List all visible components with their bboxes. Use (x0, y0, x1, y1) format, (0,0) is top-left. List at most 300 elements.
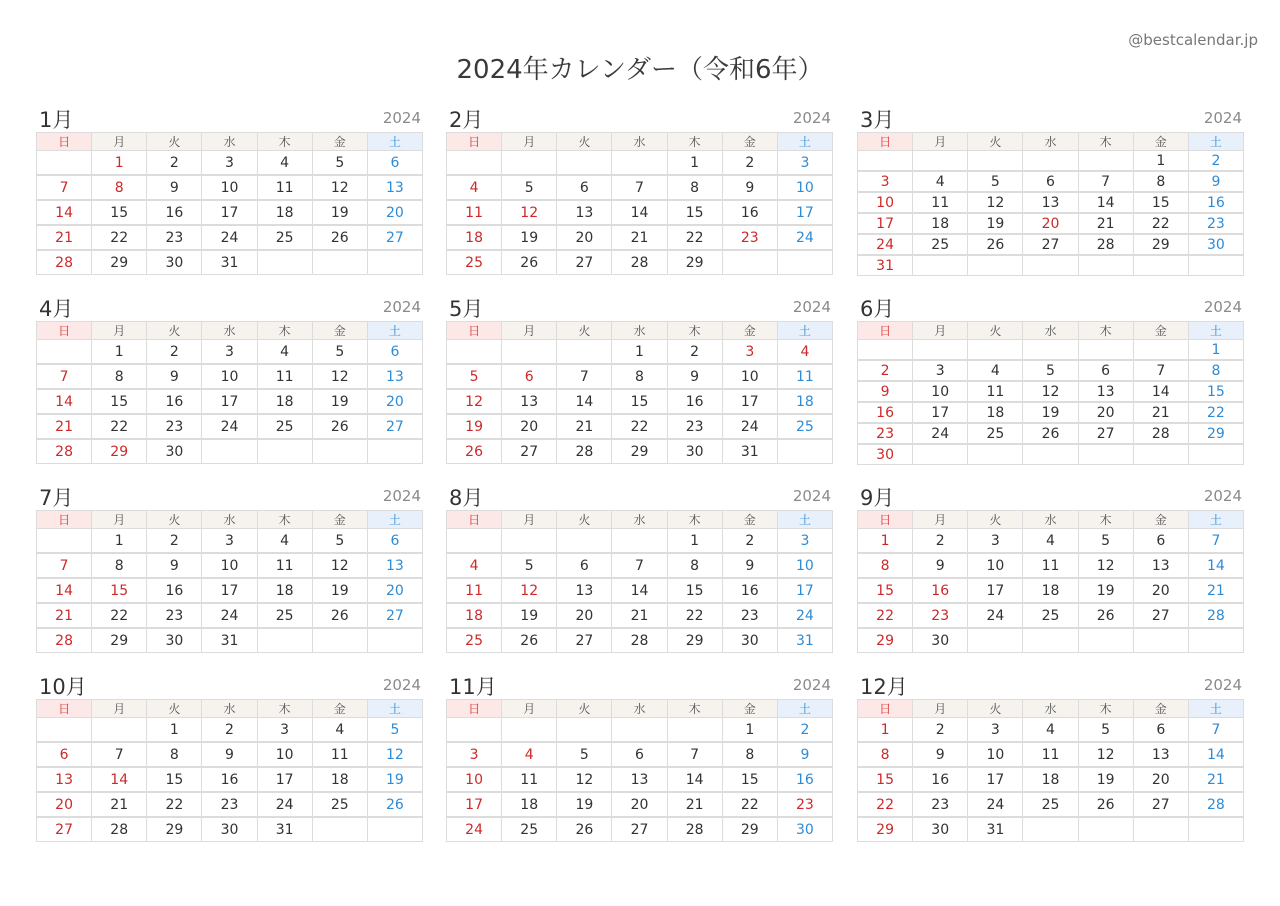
week-row (37, 200, 423, 225)
day-cell: 2 (913, 529, 968, 554)
day-cell: 18 (312, 767, 367, 792)
week-row (447, 364, 833, 389)
day-cell: 6 (367, 151, 422, 176)
day-cell: 19 (312, 200, 367, 225)
week-row (447, 742, 833, 767)
day-cell: 4 (447, 553, 502, 578)
day-cell: 12 (1023, 381, 1078, 402)
empty-cell (968, 340, 1023, 361)
month-1 (36, 108, 423, 275)
empty-cell (913, 255, 968, 276)
month-name: 6月 (860, 297, 895, 321)
day-cell: 26 (968, 234, 1023, 255)
day-cell: 21 (1133, 402, 1188, 423)
day-cell: 15 (1133, 192, 1188, 213)
day-cell: 27 (502, 439, 557, 464)
day-cell: 11 (447, 578, 502, 603)
month-year: 2024 (382, 676, 421, 694)
week-row (447, 792, 833, 817)
month-header (446, 486, 833, 510)
weekday-header: 土 (1188, 700, 1243, 718)
day-cell: 23 (147, 225, 202, 250)
week-row (858, 234, 1244, 255)
day-cell: 15 (92, 389, 147, 414)
day-cell: 4 (777, 340, 832, 365)
day-cell: 28 (37, 250, 92, 275)
weekday-header: 金 (722, 700, 777, 718)
day-cell: 28 (37, 628, 92, 653)
day-cell: 3 (202, 340, 257, 365)
day-cell: 21 (1078, 213, 1133, 234)
day-cell: 2 (667, 340, 722, 365)
day-cell: 19 (367, 767, 422, 792)
day-cell: 20 (367, 200, 422, 225)
day-cell: 1 (1133, 151, 1188, 172)
day-cell: 28 (1188, 792, 1243, 817)
day-cell: 2 (858, 360, 913, 381)
day-cell: 19 (502, 603, 557, 628)
day-cell: 16 (1188, 192, 1243, 213)
empty-cell (612, 151, 667, 176)
empty-cell (312, 250, 367, 275)
day-cell: 19 (1078, 767, 1133, 792)
day-cell: 19 (502, 225, 557, 250)
day-cell: 11 (257, 175, 312, 200)
day-cell: 25 (1023, 603, 1078, 628)
day-cell: 27 (367, 414, 422, 439)
day-cell: 18 (257, 389, 312, 414)
month-table (446, 510, 833, 653)
weekday-header: 水 (202, 511, 257, 529)
day-cell: 10 (777, 175, 832, 200)
day-cell: 12 (1078, 742, 1133, 767)
month-year: 2024 (792, 109, 831, 127)
day-cell: 15 (667, 578, 722, 603)
empty-cell (1023, 817, 1078, 842)
empty-cell (1078, 255, 1133, 276)
day-cell: 17 (202, 200, 257, 225)
day-cell: 21 (557, 414, 612, 439)
day-cell: 12 (502, 200, 557, 225)
day-cell: 20 (557, 603, 612, 628)
day-cell: 24 (777, 603, 832, 628)
day-cell: 24 (202, 225, 257, 250)
weekday-header: 月 (913, 700, 968, 718)
day-cell: 26 (312, 225, 367, 250)
empty-cell (612, 718, 667, 743)
weekday-header: 月 (913, 133, 968, 151)
day-cell: 15 (858, 767, 913, 792)
day-cell: 18 (257, 578, 312, 603)
month-table (36, 510, 423, 653)
day-cell: 29 (92, 628, 147, 653)
day-cell: 10 (913, 381, 968, 402)
week-row (37, 553, 423, 578)
weekday-header: 金 (1133, 700, 1188, 718)
week-row (447, 151, 833, 176)
day-cell: 18 (502, 792, 557, 817)
day-cell: 14 (92, 767, 147, 792)
week-row (37, 529, 423, 554)
month-year: 2024 (792, 676, 831, 694)
day-cell: 20 (1133, 578, 1188, 603)
site-watermark: @bestcalendar.jp (1128, 31, 1258, 49)
week-row (37, 225, 423, 250)
day-cell: 13 (557, 200, 612, 225)
weekday-header: 火 (968, 700, 1023, 718)
month-name: 5月 (449, 297, 484, 321)
day-cell: 14 (667, 767, 722, 792)
empty-cell (1188, 817, 1243, 842)
empty-cell (502, 718, 557, 743)
day-cell: 10 (968, 553, 1023, 578)
month-11 (446, 675, 833, 842)
empty-cell (1078, 340, 1133, 361)
weekday-header: 土 (1188, 133, 1243, 151)
day-cell: 19 (968, 213, 1023, 234)
day-cell: 5 (557, 742, 612, 767)
day-cell: 22 (667, 603, 722, 628)
empty-cell (1133, 628, 1188, 653)
week-row (447, 389, 833, 414)
weekday-header: 土 (777, 511, 832, 529)
day-cell: 6 (1133, 718, 1188, 743)
day-cell: 27 (1023, 234, 1078, 255)
day-cell: 7 (37, 364, 92, 389)
empty-cell (312, 439, 367, 464)
month-year: 2024 (382, 298, 421, 316)
day-cell: 8 (92, 364, 147, 389)
day-cell: 3 (447, 742, 502, 767)
day-cell: 31 (257, 817, 312, 842)
weekday-header: 日 (858, 322, 913, 340)
week-row (37, 175, 423, 200)
day-cell: 5 (1078, 718, 1133, 743)
month-7 (36, 486, 423, 653)
day-cell: 20 (557, 225, 612, 250)
day-cell: 4 (1023, 529, 1078, 554)
day-cell: 6 (37, 742, 92, 767)
weekday-header: 木 (667, 700, 722, 718)
day-cell: 8 (147, 742, 202, 767)
empty-cell (1078, 817, 1133, 842)
weekday-header: 木 (257, 511, 312, 529)
day-cell: 22 (92, 414, 147, 439)
day-cell: 10 (777, 553, 832, 578)
day-cell: 6 (557, 553, 612, 578)
day-cell: 5 (367, 718, 422, 743)
day-cell: 13 (367, 364, 422, 389)
day-cell: 14 (557, 389, 612, 414)
month-3 (857, 108, 1244, 276)
day-cell: 17 (447, 792, 502, 817)
day-cell: 7 (557, 364, 612, 389)
month-10 (36, 675, 423, 842)
day-cell: 2 (147, 340, 202, 365)
empty-cell (1078, 628, 1133, 653)
weekday-header: 月 (92, 700, 147, 718)
month-table (446, 699, 833, 842)
day-cell: 5 (447, 364, 502, 389)
week-row (37, 340, 423, 365)
weekday-header: 金 (1133, 322, 1188, 340)
week-row (858, 151, 1244, 172)
day-cell: 16 (202, 767, 257, 792)
day-cell: 10 (722, 364, 777, 389)
day-cell: 4 (447, 175, 502, 200)
day-cell: 7 (1078, 171, 1133, 192)
month-table (36, 132, 423, 275)
day-cell: 30 (202, 817, 257, 842)
day-cell: 7 (667, 742, 722, 767)
day-cell: 30 (147, 439, 202, 464)
empty-cell (913, 151, 968, 172)
weekday-header: 日 (37, 322, 92, 340)
week-row (858, 628, 1244, 653)
week-row (858, 192, 1244, 213)
month-header (446, 108, 833, 132)
weekday-header: 火 (557, 322, 612, 340)
weekday-header: 日 (447, 511, 502, 529)
weekday-header: 金 (312, 322, 367, 340)
day-cell: 2 (147, 151, 202, 176)
day-cell: 30 (913, 628, 968, 653)
day-cell: 22 (1133, 213, 1188, 234)
day-cell: 15 (147, 767, 202, 792)
weekday-header: 木 (667, 322, 722, 340)
month-year: 2024 (382, 109, 421, 127)
weekday-header: 日 (37, 133, 92, 151)
day-cell: 7 (1133, 360, 1188, 381)
day-cell: 23 (202, 792, 257, 817)
month-name: 1月 (39, 108, 74, 132)
weekday-header: 月 (502, 133, 557, 151)
day-cell: 18 (447, 225, 502, 250)
day-cell: 26 (1078, 792, 1133, 817)
day-cell: 3 (722, 340, 777, 365)
month-name: 7月 (39, 486, 74, 510)
day-cell: 8 (858, 742, 913, 767)
day-cell: 14 (37, 389, 92, 414)
day-cell: 4 (1023, 718, 1078, 743)
day-cell: 29 (92, 439, 147, 464)
day-cell: 23 (147, 603, 202, 628)
day-cell: 6 (367, 529, 422, 554)
weekday-header: 水 (1023, 511, 1078, 529)
day-cell: 20 (1023, 213, 1078, 234)
day-cell: 9 (1188, 171, 1243, 192)
weekday-header: 土 (367, 511, 422, 529)
empty-cell (367, 439, 422, 464)
weekday-header: 月 (92, 511, 147, 529)
day-cell: 7 (1188, 529, 1243, 554)
day-cell: 5 (968, 171, 1023, 192)
weekday-header: 月 (913, 511, 968, 529)
week-row (37, 364, 423, 389)
day-cell: 13 (1133, 553, 1188, 578)
day-cell: 17 (858, 213, 913, 234)
day-cell: 27 (1133, 792, 1188, 817)
day-cell: 8 (858, 553, 913, 578)
day-cell: 31 (777, 628, 832, 653)
weekday-header: 月 (913, 322, 968, 340)
day-cell: 8 (92, 175, 147, 200)
day-cell: 14 (1188, 742, 1243, 767)
day-cell: 15 (858, 578, 913, 603)
empty-cell (913, 444, 968, 465)
month-table (857, 132, 1244, 276)
day-cell: 12 (557, 767, 612, 792)
day-cell: 8 (92, 553, 147, 578)
weekday-header: 火 (147, 322, 202, 340)
day-cell: 21 (1188, 767, 1243, 792)
weekday-header: 木 (667, 133, 722, 151)
day-cell: 23 (777, 792, 832, 817)
day-cell: 1 (612, 340, 667, 365)
weekday-header: 土 (367, 322, 422, 340)
month-6 (857, 297, 1244, 465)
day-cell: 26 (1023, 423, 1078, 444)
day-cell: 26 (1078, 603, 1133, 628)
day-cell: 18 (1023, 578, 1078, 603)
week-row (37, 250, 423, 275)
month-name: 9月 (860, 486, 895, 510)
month-year: 2024 (1203, 676, 1242, 694)
weekday-header: 土 (1188, 322, 1243, 340)
day-cell: 6 (612, 742, 667, 767)
week-row (447, 340, 833, 365)
day-cell: 12 (312, 553, 367, 578)
day-cell: 29 (92, 250, 147, 275)
day-cell: 26 (367, 792, 422, 817)
day-cell: 5 (312, 529, 367, 554)
week-row (858, 444, 1244, 465)
day-cell: 11 (913, 192, 968, 213)
day-cell: 6 (1023, 171, 1078, 192)
day-cell: 2 (777, 718, 832, 743)
month-table (36, 699, 423, 842)
weekday-header: 金 (312, 133, 367, 151)
day-cell: 30 (147, 628, 202, 653)
month-9 (857, 486, 1244, 653)
weekday-header: 水 (612, 322, 667, 340)
day-cell: 8 (1188, 360, 1243, 381)
weekday-header: 土 (777, 133, 832, 151)
empty-cell (447, 529, 502, 554)
empty-cell (37, 718, 92, 743)
empty-cell (1133, 255, 1188, 276)
day-cell: 16 (667, 389, 722, 414)
empty-cell (858, 151, 913, 172)
week-row (858, 578, 1244, 603)
day-cell: 24 (777, 225, 832, 250)
weekday-header: 水 (612, 133, 667, 151)
month-header (857, 297, 1244, 321)
empty-cell (257, 628, 312, 653)
weekday-header: 火 (557, 511, 612, 529)
empty-cell (367, 250, 422, 275)
weekday-header: 月 (502, 700, 557, 718)
day-cell: 3 (202, 151, 257, 176)
day-cell: 20 (502, 414, 557, 439)
weekday-header: 火 (968, 322, 1023, 340)
day-cell: 17 (777, 200, 832, 225)
day-cell: 28 (612, 628, 667, 653)
day-cell: 28 (667, 817, 722, 842)
day-cell: 27 (557, 628, 612, 653)
day-cell: 20 (367, 389, 422, 414)
day-cell: 31 (722, 439, 777, 464)
day-cell: 3 (257, 718, 312, 743)
day-cell: 26 (502, 628, 557, 653)
empty-cell (1188, 628, 1243, 653)
month-header (857, 108, 1244, 132)
day-cell: 14 (37, 200, 92, 225)
day-cell: 12 (968, 192, 1023, 213)
day-cell: 27 (367, 225, 422, 250)
day-cell: 3 (913, 360, 968, 381)
day-cell: 15 (92, 200, 147, 225)
day-cell: 7 (1188, 718, 1243, 743)
weekday-header: 火 (968, 133, 1023, 151)
day-cell: 14 (1078, 192, 1133, 213)
day-cell: 27 (1078, 423, 1133, 444)
week-row (858, 402, 1244, 423)
day-cell: 9 (913, 553, 968, 578)
week-row (37, 414, 423, 439)
day-cell: 16 (147, 578, 202, 603)
day-cell: 1 (1188, 340, 1243, 361)
weekday-header: 水 (202, 700, 257, 718)
day-cell: 12 (312, 175, 367, 200)
day-cell: 26 (447, 439, 502, 464)
week-row (858, 553, 1244, 578)
day-cell: 14 (1133, 381, 1188, 402)
day-cell: 2 (913, 718, 968, 743)
day-cell: 5 (312, 151, 367, 176)
month-header (36, 486, 423, 510)
day-cell: 24 (722, 414, 777, 439)
day-cell: 29 (147, 817, 202, 842)
day-cell: 23 (722, 603, 777, 628)
day-cell: 17 (777, 578, 832, 603)
month-5 (446, 297, 833, 464)
day-cell: 20 (612, 792, 667, 817)
day-cell: 22 (722, 792, 777, 817)
day-cell: 24 (858, 234, 913, 255)
empty-cell (502, 529, 557, 554)
day-cell: 4 (257, 151, 312, 176)
day-cell: 10 (968, 742, 1023, 767)
day-cell: 30 (858, 444, 913, 465)
week-row (37, 389, 423, 414)
week-row (447, 175, 833, 200)
weekday-header: 月 (92, 322, 147, 340)
week-row (447, 718, 833, 743)
weekday-header: 金 (312, 511, 367, 529)
weekday-header: 木 (257, 700, 312, 718)
day-cell: 14 (1188, 553, 1243, 578)
day-cell: 12 (502, 578, 557, 603)
day-cell: 16 (147, 200, 202, 225)
empty-cell (1078, 151, 1133, 172)
empty-cell (367, 817, 422, 842)
day-cell: 20 (1078, 402, 1133, 423)
day-cell: 12 (447, 389, 502, 414)
day-cell: 19 (447, 414, 502, 439)
week-row (37, 792, 423, 817)
day-cell: 6 (367, 340, 422, 365)
